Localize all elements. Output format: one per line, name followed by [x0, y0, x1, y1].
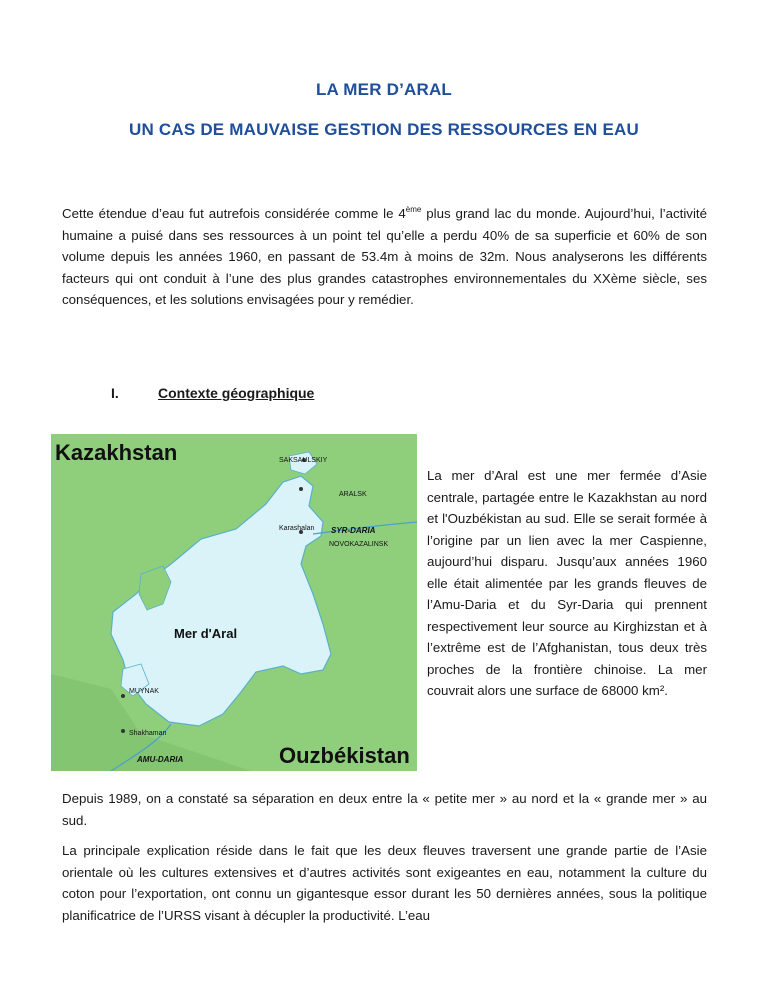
- shakhaman-marker: [121, 729, 125, 733]
- map-label-novokazalinsk: NOVOKAZALINSK: [329, 541, 389, 548]
- separation-paragraph: Depuis 1989, on a constaté sa séparation en deux entre la « petite mer » au nord et la « grande mer » au sud.: [62, 791, 707, 828]
- explanation-paragraph: La principale explication réside dans le fait que les deux fleuves traversent une grande partie de l’Asie orientale où les cultures extensives et d’autres activités sont exigeantes en eau, notamment la culture du coton pour l’exportation, ont connu un gigantesque essor durant les 50 dernières années, sous la politique planificatrice de l’URSS visant à décupler la productivité. L’eau: [62, 843, 707, 923]
- aral-sea-map: [51, 434, 417, 771]
- map-label-kazakhstan: Kazakhstan: [55, 440, 178, 465]
- intro-text-start: Cette étendue d’eau fut autrefois considérée comme le 4: [62, 206, 406, 221]
- map-label-muynak: MUYNAK: [129, 688, 159, 695]
- title-line-2: UN CAS DE MAUVAISE GESTION DES RESSOURCES EN EAU: [129, 120, 639, 139]
- map-label-saksaulskiy: SAKSAULSKIY: [279, 457, 328, 464]
- section-number: I.: [111, 385, 119, 401]
- map-label-syr-daria: SYR-DARIA: [331, 526, 376, 535]
- intro-paragraph: [62, 203, 707, 311]
- map-label-shakhaman: Shakhaman: [129, 730, 167, 737]
- muynak-marker: [121, 694, 125, 698]
- map-label-ouzbekistan: Ouzbékistan: [279, 743, 410, 768]
- geography-paragraph: La mer d’Aral est une mer fermée d’Asie centrale, partagée entre le Kazakhstan au nord et l'Ouzbékistan au sud. Elle se serait formée à l’origine par un lien avec la mer Caspienne, aujourd’hui disparu. Jusqu’aux années 1960 elle était alimentée par les grands fleuves de l’Amu-Daria et du Syr-Daria qui prennent respectivement leur source au Kirghizstan et à l’extrême est de l’Afghanistan, tous deux très proches de la frontière chinoise. La mer couvrait alors une surface de 68000 km².: [427, 468, 707, 698]
- intro-text-rest: plus grand lac du monde. Aujourd’hui, l’activité humaine a puisé dans ses ressources à un point tel qu’elle a perdu 40% de sa superficie et 60% de son volume depuis les années 1960, en passant de 53.4m à moins de 32m. Nous analyserons les différents facteurs qui ont conduit à l’une des plus grandes catastrophes environnementales du XXème siècle, ses conséquences, et les solutions envisagées pour y remédier.: [62, 206, 707, 307]
- map-label-mer-aral: Mer d'Aral: [174, 626, 238, 641]
- intro-superscript: ème: [405, 205, 422, 214]
- section-heading: [111, 385, 314, 401]
- section-title: Contexte géographique: [158, 385, 315, 401]
- map-label-amu-daria: AMU-DARIA: [137, 755, 184, 764]
- map-label-aralsk: ARALSK: [339, 491, 367, 498]
- title-line-1: LA MER D’ARAL: [315, 80, 453, 99]
- map-label-karashalan: Karashalan: [279, 525, 315, 532]
- aralsk-marker: [299, 487, 303, 491]
